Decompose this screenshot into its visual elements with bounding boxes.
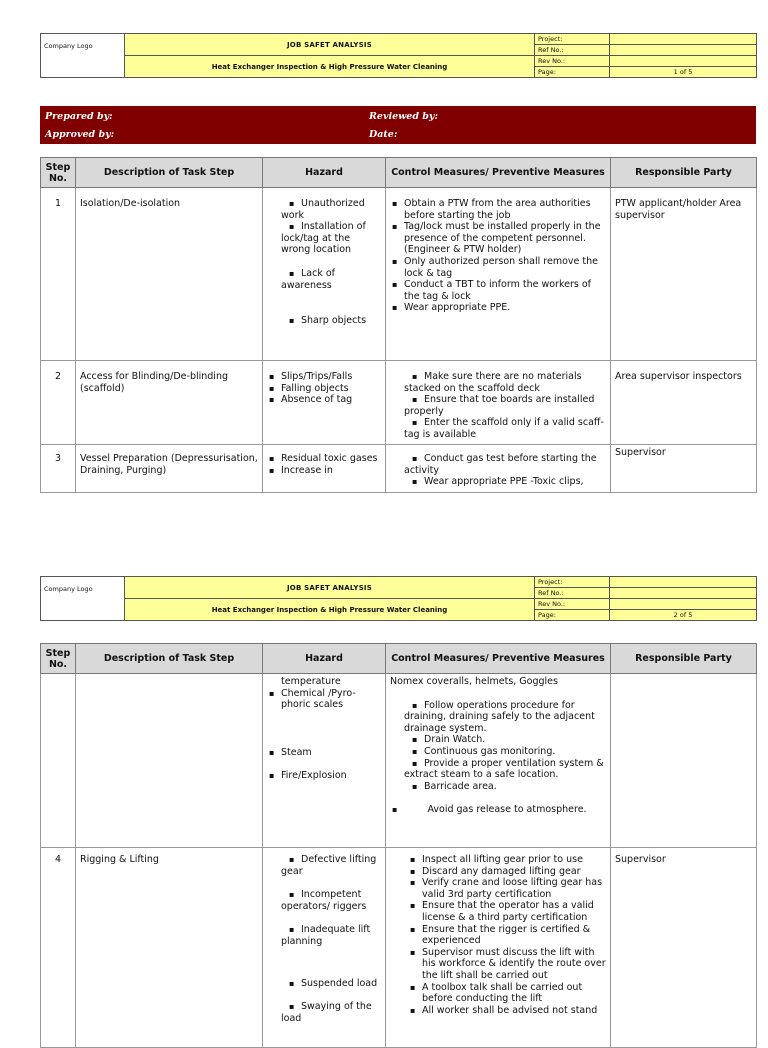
step-number: 1 (41, 188, 76, 361)
list-item: ▪ Avoid gas release to atmosphere. (390, 804, 606, 816)
rev-no-label: Rev No.: (535, 56, 610, 67)
list-item: ▪ Wear appropriate PPE -Toxic clips, (390, 476, 606, 488)
project-label: Project: (535, 577, 610, 588)
responsible-party: PTW applicant/holder Area supervisor (611, 188, 757, 361)
project-value (610, 34, 757, 45)
list-item: ▪ Residual toxic gases (267, 453, 381, 465)
col-responsible-party: Responsible Party (611, 158, 757, 188)
list-item: ▪ Fire/Explosion (267, 770, 381, 782)
control-continued: Nomex coveralls, helmets, Goggles (390, 676, 558, 687)
list-item: ▪ Suspended load (267, 978, 381, 990)
list-item: ▪ A toolbox talk shall be carried out before conducting the lift (408, 982, 606, 1005)
list-item: ▪ Inadequate lift planning (267, 924, 381, 947)
list-item: ▪ Make sure there are no materials stacked on the scaffold deck (390, 371, 606, 394)
list-item: ▪ Barricade area. (390, 781, 606, 793)
reviewed-by-label: Reviewed by: (369, 111, 438, 122)
page-number: 1 of 5 (610, 67, 757, 78)
project-label: Project: (535, 34, 610, 45)
task-description: Access for Blinding/De-blinding (scaffold) (76, 361, 263, 445)
responsible-party: Area supervisor inspectors (611, 361, 757, 445)
document-title: JOB SAFET ANALYSIS (125, 34, 535, 56)
document-subtitle: Heat Exchanger Inspection & High Pressure Water Cleaning (125, 599, 535, 621)
ref-no-value (610, 45, 757, 56)
list-item: ▪ Continuous gas monitoring. (390, 746, 606, 758)
col-step-no: Step No. (41, 158, 76, 188)
list-item: ▪ All worker shall be advised not stand (408, 1005, 606, 1017)
list-item: ▪ Ensure that toe boards are installed properly (390, 394, 606, 417)
list-item: ▪ Unauthorized work (267, 198, 381, 221)
col-task-description: Description of Task Step (76, 644, 263, 674)
list-item: ▪ Lack of awareness (267, 268, 381, 291)
jsa-table-page-2 (40, 643, 757, 1048)
col-hazard: Hazard (263, 644, 386, 674)
control-cell (386, 188, 611, 361)
list-item: ▪ Chemical /Pyro-phoric scales (267, 688, 381, 711)
col-task-description: Description of Task Step (76, 158, 263, 188)
list-item: ▪ Discard any damaged lifting gear (408, 866, 606, 878)
task-description: Vessel Preparation (Depressurisation, Draining, Purging) (76, 445, 263, 493)
page-number: 2 of 5 (610, 610, 757, 621)
company-logo: Company Logo (41, 34, 125, 78)
list-item: ▪ Falling objects (267, 383, 381, 395)
list-item: ▪ Incompetent operators/ riggers (267, 889, 381, 912)
list-item: ▪ Slips/Trips/Falls (267, 371, 381, 383)
approved-by-label: Approved by: (45, 129, 115, 140)
responsible-party: Supervisor (611, 445, 757, 493)
col-control-measures: Control Measures/ Preventive Measures (386, 158, 611, 188)
header-table-page-1 (40, 33, 757, 78)
task-description (76, 674, 263, 848)
jsa-table-page-1 (40, 157, 757, 493)
rev-no-value (610, 56, 757, 67)
task-description: Rigging & Lifting (76, 848, 263, 1048)
list-item: ▪ Enter the scaffold only if a valid scaff-tag is available (390, 417, 606, 440)
list-item: ▪ Installation of lock/tag at the wrong location (267, 221, 381, 256)
hazard-cell (263, 188, 386, 361)
table-row (41, 445, 757, 493)
hazard-cell (263, 674, 386, 848)
list-item: ▪ Wear appropriate PPE. (390, 302, 606, 314)
list-item: ▪ Only authorized person shall remove the lock & tag (390, 256, 606, 279)
table-row (41, 361, 757, 445)
list-item: ▪ Tag/lock must be installed properly in the presence of the competent personnel. (Engineer & PTW holder) (390, 221, 606, 256)
page-label: Page: (535, 610, 610, 621)
ref-no-value (610, 588, 757, 599)
prepared-by-label: Prepared by: (45, 111, 113, 122)
signoff-bar (40, 106, 756, 144)
responsible-party (611, 674, 757, 848)
table-row (41, 848, 757, 1048)
col-control-measures: Control Measures/ Preventive Measures (386, 644, 611, 674)
list-item: ▪ Supervisor must discuss the lift with his workforce & identify the route over the lift shall be carried out (408, 947, 606, 982)
list-item: ▪ Conduct gas test before starting the activity (390, 453, 606, 476)
company-logo: Company Logo (41, 577, 125, 621)
table-row (41, 188, 757, 361)
date-label: Date: (369, 129, 398, 140)
control-cell (386, 361, 611, 445)
list-item: ▪ Absence of tag (267, 394, 381, 406)
step-number: 4 (41, 848, 76, 1048)
list-item: ▪ Increase in (267, 465, 381, 477)
rev-no-label: Rev No.: (535, 599, 610, 610)
list-item: ▪ Obtain a PTW from the area authorities before starting the job (390, 198, 606, 221)
list-item: ▪ Provide a proper ventilation system & extract steam to a safe location. (390, 758, 606, 781)
control-cell (386, 848, 611, 1048)
control-cell (386, 445, 611, 493)
document-title: JOB SAFET ANALYSIS (125, 577, 535, 599)
col-step-no: Step No. (41, 644, 76, 674)
list-item: ▪ Swaying of the load (267, 1001, 381, 1024)
list-item: ▪ Inspect all lifting gear prior to use (408, 854, 606, 866)
list-item: ▪ Steam (267, 747, 381, 759)
list-item: ▪ Follow operations procedure for draining, draining safely to the adjacent drainage system. (390, 700, 606, 735)
control-cell (386, 674, 611, 848)
step-number: 3 (41, 445, 76, 493)
col-hazard: Hazard (263, 158, 386, 188)
task-description: Isolation/De-isolation (76, 188, 263, 361)
hazard-cell (263, 848, 386, 1048)
header-table-page-2 (40, 576, 757, 621)
rev-no-value (610, 599, 757, 610)
col-responsible-party: Responsible Party (611, 644, 757, 674)
list-item: ▪ Sharp objects (267, 315, 381, 327)
ref-no-label: Ref No.: (535, 45, 610, 56)
list-item: ▪ Verify crane and loose lifting gear has valid 3rd party certification (408, 877, 606, 900)
page-label: Page: (535, 67, 610, 78)
list-item: ▪ Ensure that the operator has a valid license & a third party certification (408, 900, 606, 923)
hazard-continued: temperature (281, 676, 341, 687)
responsible-party: Supervisor (611, 848, 757, 1048)
list-item: ▪ Ensure that the rigger is certified & experienced (408, 924, 606, 947)
ref-no-label: Ref No.: (535, 588, 610, 599)
list-item: ▪ Conduct a TBT to inform the workers of the tag & lock (390, 279, 606, 302)
hazard-cell (263, 445, 386, 493)
step-number (41, 674, 76, 848)
hazard-cell (263, 361, 386, 445)
document-subtitle: Heat Exchanger Inspection & High Pressure Water Cleaning (125, 56, 535, 78)
list-item: ▪ Defective lifting gear (267, 854, 381, 877)
project-value (610, 577, 757, 588)
step-number: 2 (41, 361, 76, 445)
table-row (41, 674, 757, 848)
list-item: ▪ Drain Watch. (390, 734, 606, 746)
